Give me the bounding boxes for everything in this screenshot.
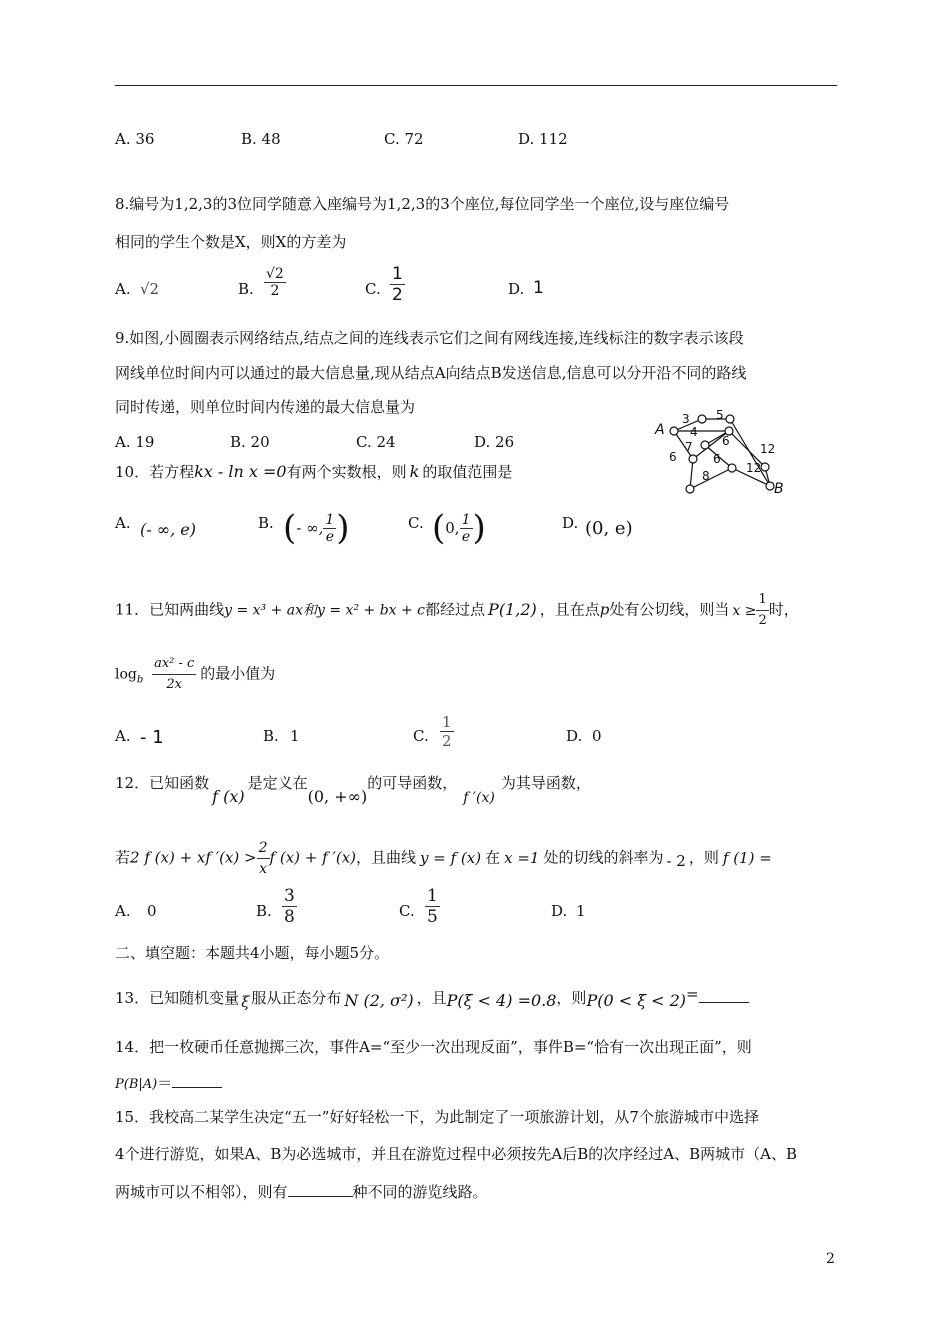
q11-tail: 时， xyxy=(768,600,799,619)
q8-c-num: 1 xyxy=(392,264,403,284)
q8-a-value: √2 xyxy=(140,280,160,298)
q12-slope: - 2 xyxy=(666,851,686,870)
q11-line2 xyxy=(115,654,275,695)
q11-mid2: ，且在点 xyxy=(539,600,600,619)
q11-log: log xyxy=(115,666,137,683)
edge-label: 7 xyxy=(685,440,693,454)
edge-label: 12 xyxy=(746,461,762,475)
q12-l2-mid2: 在 xyxy=(485,848,501,867)
q13-p1: P(ξ < 4) =0.8 xyxy=(446,991,557,1010)
q10-tail: 的取值范围是 xyxy=(422,463,513,481)
q12-l2-mid4: ，则 xyxy=(688,848,719,867)
q15-line1: 15．我校高二某学生决定“五一”好好轻松一下，为此制定了一项旅游计划，从7个旅游城市中选择 xyxy=(115,1108,759,1126)
q11-cond: x ≥ xyxy=(732,602,757,619)
q11-stem xyxy=(115,590,799,631)
q11-mid3: 处有公切线，则当 xyxy=(609,600,730,619)
header-rule xyxy=(115,85,837,86)
q12-d-value: 1 xyxy=(576,902,586,920)
section-heading: 二、填空题：本题共4小题，每小题5分。 xyxy=(115,944,390,962)
edge-label: 4 xyxy=(690,425,698,439)
q12-b-fraction xyxy=(282,886,297,927)
q10-b-label: B. xyxy=(258,514,274,532)
edge-label: 6 xyxy=(722,434,730,448)
q11-c-den: 2 xyxy=(442,732,452,750)
q8-d-label: D. xyxy=(508,280,525,298)
q7-option-c: C. 72 xyxy=(384,130,424,148)
q13-mid3: ，则 xyxy=(556,989,587,1007)
q13-mid: 服从正态分布 xyxy=(251,989,342,1007)
q8-a-label: A. xyxy=(115,280,131,298)
q12-c-num: 1 xyxy=(427,886,438,906)
q12-ineq-den: x xyxy=(257,858,270,879)
q12-a-value: 0 xyxy=(147,902,157,920)
q12-c-fraction xyxy=(425,886,440,927)
q9-option-d: D. 26 xyxy=(474,433,515,451)
edge-label: 6 xyxy=(669,450,677,464)
q11-pre: 11．已知两曲线 xyxy=(115,600,225,619)
q12-mid: 是定义在 xyxy=(247,774,308,792)
q13-p2: P(0 < ξ < 2) xyxy=(586,991,687,1010)
q11-curves: y = x³ + ax和y = x² + bx + c xyxy=(224,602,426,619)
q11-cond-den: 2 xyxy=(756,610,768,631)
q13-xi: ξ xyxy=(241,993,250,1011)
q10-b-left: - ∞, xyxy=(296,519,324,537)
q8-b-den: 2 xyxy=(264,282,286,299)
q13-mid2: ，且 xyxy=(416,989,447,1007)
q9-option-c: C. 24 xyxy=(356,433,396,451)
q12-line2 xyxy=(115,838,772,879)
q10-d-label: D. xyxy=(562,514,579,532)
q8-b-label: B. xyxy=(238,280,254,298)
q8-b-fraction xyxy=(264,266,286,299)
q10-b-interval: (- ∞, $\frac{1}{e}$ ) xyxy=(283,508,350,548)
network-diagram xyxy=(650,405,800,500)
q10-b-num: 1 xyxy=(325,511,335,528)
q12-domain: (0, +∞) xyxy=(307,787,368,806)
q12-b-num: 3 xyxy=(284,886,295,906)
q8-b-num: √2 xyxy=(266,266,284,282)
q11-d-label: D. xyxy=(566,727,583,745)
q15-line3-post: 种不同的游览线路。 xyxy=(352,1183,488,1201)
q10-b-den: e xyxy=(323,528,336,545)
q10-c-den: e xyxy=(460,528,473,545)
q11-expr-den: 2x xyxy=(152,674,196,695)
q9-option-b: B. 20 xyxy=(230,433,270,451)
q12-curve: y = f (x) xyxy=(420,848,482,867)
q11-log-base: b xyxy=(136,674,144,686)
q14-eq: ＝ xyxy=(157,1074,173,1092)
node-b-label: B xyxy=(774,481,784,497)
q10-d-value: (0, e) xyxy=(585,518,633,539)
q11-point: P(1,2) xyxy=(488,599,537,619)
q15-line3 xyxy=(115,1185,488,1200)
q14-line2 xyxy=(115,1074,222,1094)
q12-c-label: C. xyxy=(399,902,415,920)
q15-answer-blank[interactable] xyxy=(288,1196,353,1197)
q12-a-label: A. xyxy=(115,902,131,920)
q11-b-value: 1 xyxy=(290,727,300,745)
q8-d-value: 1 xyxy=(533,278,544,298)
edge-label: 3 xyxy=(682,412,690,426)
q8-c-fraction xyxy=(390,264,405,305)
q8-line2: 相同的学生个数是X，则X的方差为 xyxy=(115,233,347,251)
q9-option-a: A. 19 xyxy=(115,433,155,451)
q10-stem xyxy=(115,464,512,480)
q12-ineq-right: f (x) + f ′(x) xyxy=(269,848,357,867)
q11-d-value: 0 xyxy=(592,727,602,745)
edge-label: 5 xyxy=(716,408,724,422)
q11-p: p xyxy=(599,600,610,619)
edge-label: 6 xyxy=(713,452,721,466)
q12-ineq-left: 2 f (x) + xf ′(x) > xyxy=(130,848,257,867)
q11-a-value: - 1 xyxy=(140,727,164,748)
q12-fpx: f ′(x) xyxy=(463,790,495,806)
q12-b-den: 8 xyxy=(284,907,295,927)
q12-stem xyxy=(115,774,591,806)
q11-c-num: 1 xyxy=(442,713,452,731)
q9-line3: 同时传递，则单位时间内传递的最大信息量为 xyxy=(115,398,416,416)
q11-b-label: B. xyxy=(263,727,279,745)
q7-option-d: D. 112 xyxy=(518,130,568,148)
q13-answer-blank[interactable] xyxy=(699,1002,749,1003)
q11-expr-num: ax² - c xyxy=(154,656,195,671)
q10-a-value: (- ∞, e) xyxy=(140,520,196,539)
q12-b-label: B. xyxy=(256,902,272,920)
q12-l2-mid3: 处的切线的斜率为 xyxy=(543,848,664,867)
edge-label: 8 xyxy=(702,469,710,483)
page-number: 2 xyxy=(826,1251,835,1267)
q10-k: k xyxy=(409,462,420,481)
q8-line1: 8.编号为1,2,3的3位同学随意入座编号为1,2,3的3个座位,每位同学坐一个座位,设与座位编号 xyxy=(115,195,730,213)
q10-a-label: A. xyxy=(115,514,131,532)
q12-pre: 12．已知函数 xyxy=(115,774,210,792)
q13-dist: N (2, σ²) xyxy=(344,991,414,1010)
q11-c-fraction xyxy=(440,713,454,750)
q7-option-b: B. 48 xyxy=(241,130,281,148)
q12-l2-pre: 若 xyxy=(115,848,131,867)
q15-line2: 4个进行游览，如果A、B为必选城市，并且在游览过程中必须按先A后B的次序经过A、B两城市（A、B xyxy=(115,1145,797,1163)
q8-c-label: C. xyxy=(365,280,381,298)
edge-label: 12 xyxy=(760,442,776,456)
q12-f1: f (1) = xyxy=(722,848,772,867)
q10-c-label: C. xyxy=(408,514,424,532)
q10-c-interval: (0, $\frac{1}{e}$ ) xyxy=(432,508,486,548)
question-13 xyxy=(115,985,749,1011)
q8-c-den: 2 xyxy=(392,285,403,305)
q10-equation: kx - ln x =0 xyxy=(194,462,287,481)
q9-line2: 网线单位时间内可以通过的最大信息量,现从结点A向结点B发送信息,信息可以分开沿不同的路线 xyxy=(115,364,747,382)
node-a-label: A xyxy=(655,422,665,438)
q12-ineq-num: 2 xyxy=(258,840,268,856)
q13-eq: = xyxy=(686,985,699,1003)
q11-line2-tail: 的最小值为 xyxy=(200,664,276,683)
q14-pba: P(B|A) xyxy=(115,1077,158,1092)
q14-answer-blank[interactable] xyxy=(172,1087,222,1088)
q11-a-label: A. xyxy=(115,727,131,745)
q12-d-label: D. xyxy=(551,902,568,920)
q12-mid2: 的可导函数， xyxy=(367,774,458,792)
q12-xeq: x =1 xyxy=(504,848,540,867)
q12-l2-mid: ，且曲线 xyxy=(356,848,417,867)
q10-post: 有两个实数根，则 xyxy=(286,463,407,481)
q13-pre: 13．已知随机变量 xyxy=(115,989,240,1007)
q14-line1: 14．把一枚硬币任意抛掷三次，事件A=“至少一次出现反面”，事件B=“恰有一次出现正面”，则 xyxy=(115,1038,752,1056)
q12-c-den: 5 xyxy=(427,907,438,927)
q11-cond-num: 1 xyxy=(758,592,767,607)
q12-tail: 为其导函数， xyxy=(500,774,591,792)
q10-c-num: 1 xyxy=(461,511,471,528)
q11-mid: 都经过点 xyxy=(425,600,486,619)
q15-line3-pre: 两城市可以不相邻），则有 xyxy=(115,1183,288,1201)
q10-pre: 10．若方程 xyxy=(115,463,195,481)
q12-fx: f (x) xyxy=(212,787,245,806)
q7-option-a: A. 36 xyxy=(115,130,155,148)
q10-c-left: 0, xyxy=(445,519,460,537)
q11-c-label: C. xyxy=(413,727,429,745)
q9-line1: 9.如图,小圆圈表示网络结点,结点之间的连线表示它们之间有网线连接,连线标注的数字表示该段 xyxy=(115,329,744,347)
